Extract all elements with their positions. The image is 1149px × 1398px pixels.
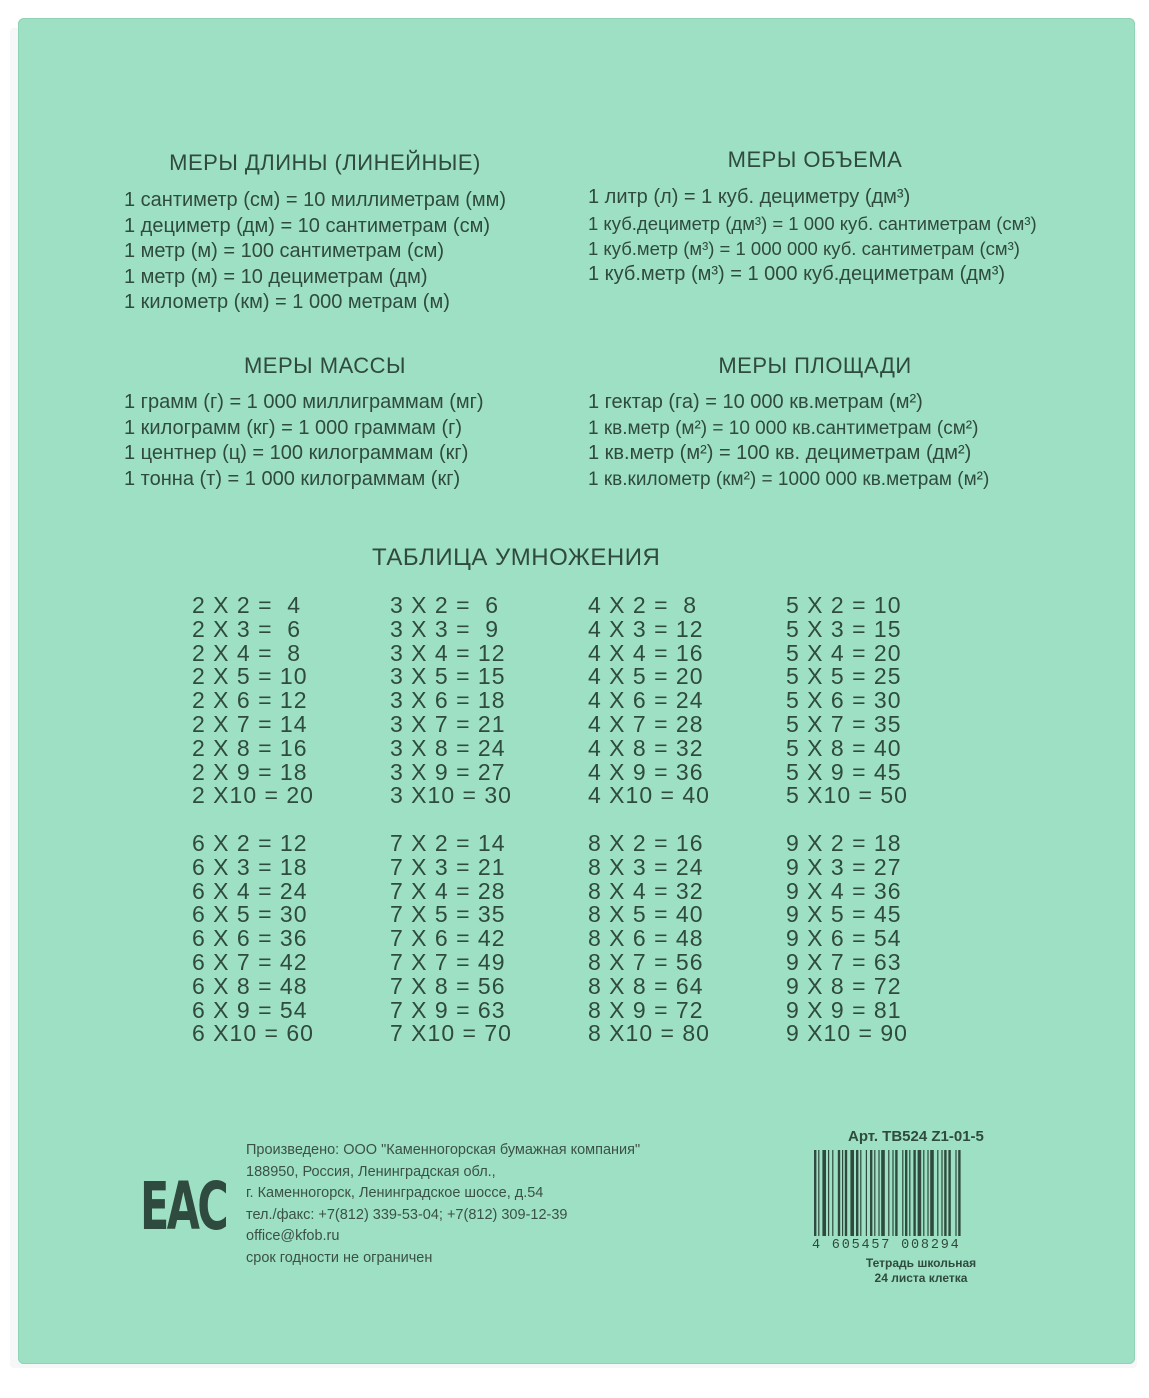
barcode-bar (838, 1150, 840, 1236)
mass-table (124, 390, 508, 492)
lengths-line: 1 дециметр (дм) = 10 сантиметрам (см) (124, 214, 490, 237)
barcode-bar (918, 1150, 922, 1236)
multiplication-row: 8 X 7 = 56 (588, 948, 704, 975)
multiplication-row: 5 X 6 = 30 (786, 687, 902, 714)
multiplication-row: 4 X 3 = 12 (588, 615, 704, 642)
barcode-bar (927, 1150, 928, 1236)
barcode-bar (892, 1150, 893, 1236)
multiplication-row: 3 X 2 = 6 (390, 592, 500, 618)
multiplication-row: 9 X 2 = 18 (786, 830, 902, 856)
lengths-table (124, 188, 508, 316)
area-table (588, 390, 1038, 492)
barcode-bar (923, 1150, 924, 1236)
volume-title: МЕРЫ ОБЪЕМА (727, 147, 903, 172)
multiplication-row: 8 X 3 = 24 (588, 853, 704, 880)
barcode-bar (856, 1150, 858, 1236)
barcode-bar (955, 1150, 956, 1236)
multiplication-row: 7 X 2 = 14 (390, 830, 506, 856)
mass-line: 1 килограмм (кг) = 1 000 граммам (г) (124, 416, 463, 439)
barcode (812, 1150, 1034, 1245)
multiplication-row: 6 X 4 = 24 (192, 877, 308, 904)
multiplication-row: 8 X 9 = 72 (588, 996, 704, 1023)
multiplication-row: 2 X 7 = 14 (192, 710, 308, 737)
multiplication-title: ТАБЛИЦА УМНОЖЕНИЯ (372, 544, 661, 571)
barcode-bar (860, 1150, 861, 1236)
product-caption-line: 24 листа клетка (874, 1271, 968, 1285)
eac-mark: EAC (140, 1168, 227, 1245)
multiplication-row: 2 X 4 = 8 (192, 639, 302, 666)
multiplication-row: 8 X 5 = 40 (588, 901, 704, 928)
multiplication-row: 7 X 5 = 35 (390, 901, 506, 928)
multiplication-row: 3 X 5 = 15 (390, 663, 506, 690)
multiplication-row: 4 X 2 = 8 (588, 592, 698, 618)
barcode-bar (818, 1150, 819, 1236)
barcode-bar (905, 1150, 907, 1236)
multiplication-row: 7 X 3 = 21 (390, 853, 506, 880)
barcode-bar (958, 1150, 960, 1236)
footer-line: г. Каменногорск, Ленинградское шоссе, д.54 (246, 1185, 544, 1201)
multiplication-row: 3 X 4 = 12 (390, 639, 506, 666)
volume-line: 1 куб.метр (м³) = 1 000 куб.дециметрам (дм³) (588, 262, 1006, 285)
barcode-number: 4 605457 008294 (812, 1238, 961, 1253)
multiplication-row: 9 X 8 = 72 (786, 972, 902, 999)
lengths-line: 1 километр (км) = 1 000 метрам (м) (124, 291, 450, 313)
multiplication-column (192, 832, 314, 1046)
multiplication-row: 9 X10 = 90 (786, 1020, 908, 1047)
barcode-bar (842, 1150, 843, 1236)
multiplication-row: 4 X 7 = 28 (588, 710, 704, 737)
multiplication-row: 2 X10 = 20 (192, 782, 314, 809)
multiplication-row: 5 X 5 = 25 (786, 663, 902, 690)
multiplication-row: 5 X 4 = 20 (786, 639, 902, 666)
barcode-bar (913, 1150, 915, 1236)
multiplication-row: 3 X10 = 30 (390, 782, 512, 809)
mass-line: 1 центнер (ц) = 100 килограммам (кг) (124, 442, 469, 464)
area-title: МЕРЫ ПЛОЩАДИ (718, 353, 912, 378)
multiplication-row: 6 X 5 = 30 (192, 901, 308, 928)
multiplication-row: 8 X 8 = 64 (588, 972, 704, 999)
article-number: Арт. ТВ524 Z1-01-5 (848, 1128, 984, 1145)
product-caption (836, 1256, 1006, 1286)
footer-line: Произведено: ООО "Каменногорская бумажная компания" (246, 1142, 641, 1158)
barcode-bar (909, 1150, 910, 1236)
lengths-line: 1 сантиметр (см) = 10 миллиметрам (мм) (124, 189, 507, 211)
mass-title: МЕРЫ МАССЫ (243, 353, 407, 378)
multiplication-row: 6 X 6 = 36 (192, 925, 308, 952)
multiplication-row: 6 X 8 = 48 (192, 972, 308, 999)
multiplication-row: 9 X 3 = 27 (786, 853, 902, 880)
multiplication-row: 7 X 7 = 49 (390, 948, 506, 975)
multiplication-row: 6 X 9 = 54 (192, 996, 308, 1023)
multiplication-row: 3 X 9 = 27 (390, 758, 506, 785)
barcode-bar (878, 1150, 879, 1236)
multiplication-column (390, 832, 512, 1046)
multiplication-row: 8 X 4 = 32 (588, 877, 704, 904)
barcode-bar (850, 1150, 854, 1236)
product-caption-line: Тетрадь школьная (865, 1256, 977, 1270)
area-line: 1 кв.метр (м²) = 10 000 кв.сантиметрам (см²) (588, 417, 979, 439)
barcode-bar (874, 1150, 875, 1236)
multiplication-row: 7 X 4 = 28 (390, 877, 506, 904)
lengths-title: МЕРЫ ДЛИНЫ (ЛИНЕЙНЫЕ) (169, 150, 481, 175)
multiplication-row: 2 X 9 = 18 (192, 758, 308, 785)
barcode-bar (888, 1150, 889, 1236)
multiplication-row: 8 X10 = 80 (588, 1020, 710, 1047)
footer-line: срок годности не ограничен (246, 1249, 433, 1266)
multiplication-row: 8 X 6 = 48 (588, 925, 704, 952)
volume-table (588, 185, 1038, 287)
multiplication-row: 7 X 6 = 42 (390, 925, 506, 952)
area-line: 1 кв.метр (м²) = 100 кв. дециметрам (дм²) (588, 442, 972, 464)
multiplication-row: 5 X 9 = 45 (786, 758, 902, 785)
multiplication-row: 9 X 5 = 45 (786, 901, 902, 928)
barcode-bar (832, 1150, 833, 1236)
multiplication-row: 9 X 7 = 63 (786, 948, 902, 975)
multiplication-row: 2 X 5 = 10 (192, 663, 308, 690)
multiplication-column (192, 594, 314, 808)
footer-line: 188950, Россия, Ленинградская обл., (246, 1163, 496, 1180)
multiplication-row: 4 X 9 = 36 (588, 758, 704, 785)
multiplication-row: 2 X 8 = 16 (192, 734, 308, 761)
barcode-bar (948, 1150, 950, 1236)
footer-line: office@kfob.ru (246, 1228, 340, 1244)
multiplication-row: 3 X 7 = 21 (390, 710, 506, 737)
barcode-bar (828, 1150, 829, 1236)
multiplication-row: 6 X 2 = 12 (192, 830, 308, 856)
multiplication-row: 7 X10 = 70 (390, 1020, 512, 1047)
multiplication-row: 3 X 6 = 18 (390, 687, 506, 714)
volume-line: 1 литр (л) = 1 куб. дециметру (дм³) (588, 186, 911, 208)
multiplication-row: 4 X 8 = 32 (588, 734, 704, 761)
barcode-bar (881, 1150, 885, 1236)
multiplication-row: 5 X 3 = 15 (786, 615, 902, 642)
multiplication-row: 4 X 4 = 16 (588, 639, 704, 666)
barcode-bar (866, 1150, 867, 1236)
barcode-bar (937, 1150, 938, 1236)
barcode-bar (930, 1150, 934, 1236)
barcode-bar (822, 1150, 826, 1236)
lengths-line: 1 метр (м) = 100 сантиметрам (см) (124, 240, 445, 262)
multiplication-column (786, 832, 908, 1046)
multiplication-row: 8 X 2 = 16 (588, 830, 704, 856)
multiplication-row: 4 X 6 = 24 (588, 687, 704, 714)
multiplication-row: 2 X 2 = 4 (192, 592, 302, 618)
multiplication-column (588, 594, 710, 808)
multiplication-row: 9 X 6 = 54 (786, 925, 902, 952)
multiplication-column (390, 594, 512, 808)
multiplication-column (588, 832, 710, 1046)
volume-line: 1 куб.метр (м³) = 1 000 000 куб. сантиметрам (см³) (588, 238, 1020, 259)
barcode-bar (895, 1150, 897, 1236)
multiplication-row: 6 X 7 = 42 (192, 948, 308, 975)
barcode-bar (902, 1150, 903, 1236)
barcode-bar (944, 1150, 946, 1236)
barcode-bar (941, 1150, 942, 1236)
area-line: 1 гектар (га) = 10 000 кв.метрам (м²) (588, 391, 923, 413)
multiplication-row: 9 X 4 = 36 (786, 877, 902, 904)
barcode-bar (870, 1150, 872, 1236)
mass-line: 1 тонна (т) = 1 000 килограммам (кг) (124, 467, 461, 490)
multiplication-column (786, 594, 908, 808)
multiplication-row: 5 X 7 = 35 (786, 710, 902, 737)
barcode-bar (845, 1150, 847, 1236)
multiplication-row: 5 X 2 = 10 (786, 592, 902, 618)
manufacturer-info (246, 1140, 640, 1269)
multiplication-row: 7 X 9 = 63 (390, 996, 506, 1023)
multiplication-row: 2 X 6 = 12 (192, 687, 308, 714)
multiplication-row: 5 X10 = 50 (786, 782, 908, 809)
multiplication-row: 6 X10 = 60 (192, 1020, 314, 1047)
multiplication-row: 4 X10 = 40 (588, 782, 710, 809)
lengths-line: 1 метр (м) = 10 дециметрам (дм) (124, 265, 428, 288)
multiplication-row: 2 X 3 = 6 (192, 615, 302, 642)
multiplication-row: 5 X 8 = 40 (786, 734, 902, 761)
barcode-bar (814, 1150, 816, 1236)
volume-line: 1 куб.дециметр (дм³) = 1 000 куб. сантиметрам (см³) (588, 212, 1037, 234)
multiplication-row: 7 X 8 = 56 (390, 972, 506, 999)
multiplication-row: 6 X 3 = 18 (192, 853, 308, 880)
multiplication-row: 3 X 3 = 9 (390, 615, 500, 642)
multiplication-row: 9 X 9 = 81 (786, 996, 902, 1023)
area-line: 1 кв.километр (км²) = 1000 000 кв.метрам (м²) (588, 468, 990, 490)
mass-line: 1 грамм (г) = 1 000 миллиграммам (мг) (124, 391, 484, 413)
multiplication-row: 3 X 8 = 24 (390, 734, 506, 761)
multiplication-row: 4 X 5 = 20 (588, 663, 704, 690)
footer-line: тел./факс: +7(812) 339-53-04; +7(812) 309-12-39 (246, 1206, 568, 1223)
